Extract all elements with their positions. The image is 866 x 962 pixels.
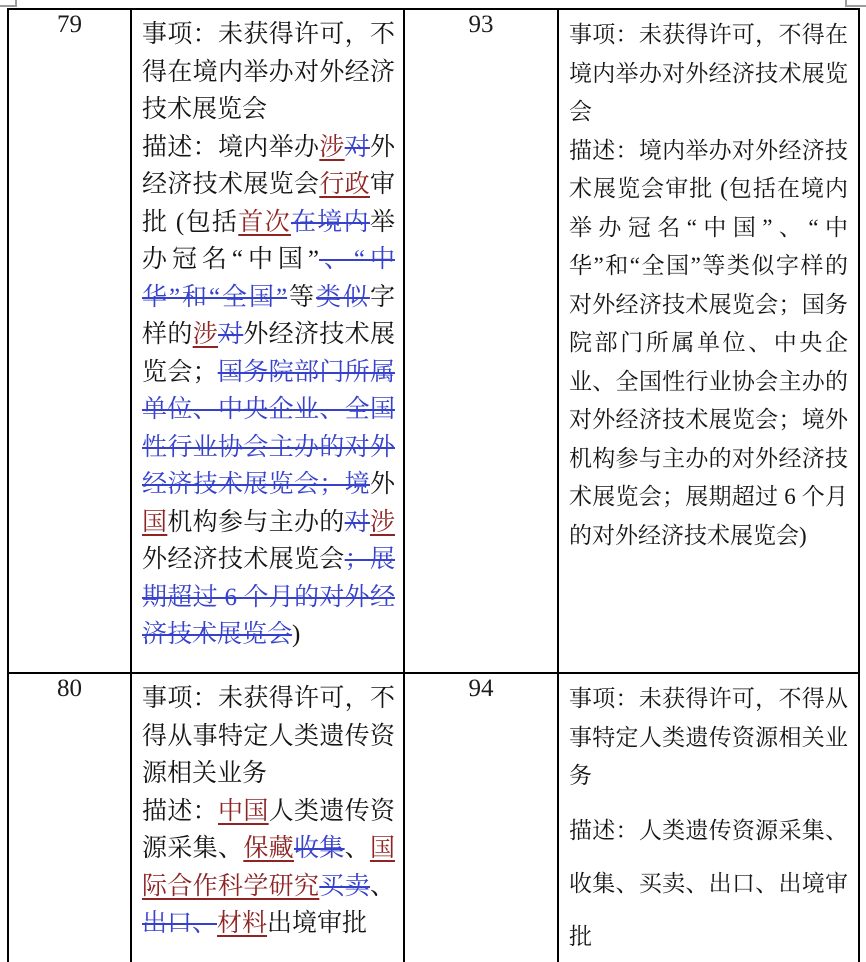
row-number-right-94: 94 [404,673,558,962]
text-run: 描述：境内举办 [142,133,320,161]
text-run: 举办冠名“中国” [142,208,395,273]
item-paragraph [569,680,848,796]
inserted-text-run: 涉 [369,508,395,536]
table-row-80-94 [8,673,859,962]
text-run: 描述：人类遗传资源采集、收集、买卖、出口、出境审批 [569,817,848,949]
row-number-left-79: 79 [8,9,131,673]
deleted-text-run: 出口、 [142,910,218,937]
deleted-text-run: 对 [344,508,370,536]
text-run: 事项：未获得许可，不得从事特定人类遗传资源相关业务 [142,685,395,787]
description-paragraph [569,132,848,556]
inserted-text-run: 涉 [319,133,345,161]
grid-remnant-top-right-vertical [845,0,847,7]
text-run: 机构参与主办的 [167,508,345,536]
text-run: 外经济技术展览会 [142,133,395,198]
item-paragraph [142,16,395,129]
clean-text-cell-94 [558,673,859,962]
inserted-text-run: 材料 [217,910,268,937]
deleted-text-run: 、“中华”和“全国” [142,246,395,311]
inserted-text-run: 国 [142,508,168,536]
row-number-right-93: 93 [404,9,558,673]
text-run: 、 [344,835,370,862]
inserted-text-run: 行政 [319,171,370,198]
text-run: 字样的 [142,283,395,348]
grid-remnant-top-left-vertical [15,0,17,7]
deleted-text-run: 买卖 [319,872,370,900]
text-run: 审批 (包括 [142,171,395,236]
text-run: 外经济技术展览会 [142,546,345,573]
deleted-text-run: 对 [217,321,244,348]
text-run: 外 [369,471,395,498]
changed-text-cell-79 [131,9,404,673]
item-paragraph [569,16,848,132]
inserted-text-run: 国际合作科学研究 [142,835,395,900]
deleted-text-run: 在境内 [290,208,370,236]
text-run: 人类遗传资源采集、 [142,797,395,862]
inserted-text-run: 中国 [218,797,269,825]
description-paragraph [142,129,395,654]
deleted-text-run: 类似 [316,283,370,311]
text-run: 外经济技术展览会； [142,321,395,386]
text-run: ) [292,621,301,648]
comparison-table [7,8,860,962]
text-run: 描述：境内举办对外经济技术展览会审批 (包括在境内举办冠名“中国”、“中华”和“全国”等类似字样的对外经济技术展览会；国务院部门所属单位、中央企业、全国性行业协会主办的对外经济技术展览会；境外机构参与主办的对外经济技术展览会；展期超过 6 个月的对外经济技术展览会) [569,137,848,548]
clean-text-cell-93 [558,9,859,673]
text-run: 、 [369,872,395,900]
description-paragraph [569,804,848,962]
inserted-text-run: 首次 [238,208,291,236]
text-run: 等 [287,283,317,311]
inserted-text-run: 保藏 [243,835,294,862]
grid-remnant-top-right-horizontal [846,5,866,7]
text-run: 描述： [142,797,218,825]
deleted-text-run: 收集 [293,835,345,862]
text-run: 事项：未获得许可，不得在境内举办对外经济技术展览会 [569,22,848,124]
inserted-text-run: 涉 [192,321,218,348]
text-run: 事项：未获得许可，不得从事特定人类遗传资源相关业务 [569,686,848,788]
changed-text-cell-80 [131,673,404,962]
description-paragraph [142,793,395,943]
text-run: 事项：未获得许可，不得在境内举办对外经济技术展览会 [142,21,395,123]
deleted-text-run: 国务院部门所属单位、中央企业、全国性行业协会主办的对外经济技术展览会；境 [142,358,395,498]
deleted-text-run: ；展期超过 6 个月的对外经济技术展览会 [142,546,395,648]
deleted-text-run: 对 [344,133,370,161]
row-number-left-80: 80 [8,673,131,962]
text-run: 出境审批 [267,910,368,937]
grid-remnant-top-left-horizontal [0,5,16,7]
table-row-79-93 [8,9,859,673]
item-paragraph [142,680,395,793]
